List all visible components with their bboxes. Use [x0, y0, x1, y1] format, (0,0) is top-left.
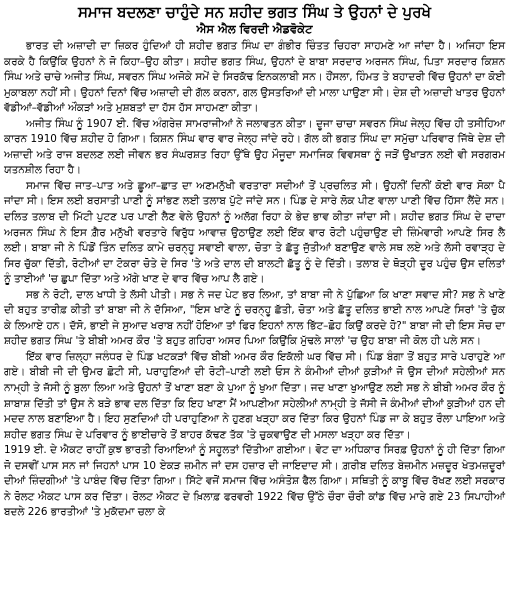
paragraph-5: ਇੱਕ ਵਾਰ ਜ਼ਿਲ੍ਹਾ ਜਲੰਧਰ ਦੇ ਪਿੰਡ ਖਟਕੜਾਂ ਵਿੱਚ ਬੀਬੀ ਅਮਰ ਕੌਰ ਇਕੱਲੀ ਘਰ ਵਿੱਚ ਸੀ। ਪਿੰਡ ਬੰਗਾ ਤੋਂ ਬਹੁਤ ਸਾਰੇ ਪਰਾਹੁਣੇ ਆ ਗਏ। ਬੀਬੀ ਜੀ ਦੀ ਉਮਰ ਛੋਟੀ ਸੀ, ਪਰਾਹੁਣਿਆਂ ਦੀ ਰੋਟੀ–ਪਾਣੀ ਲਈ ਓਸ ਨੇ ਕੰਮੀਆਂ ਦੀਆਂ ਕੁੜੀਆਂ ਜੋ ਉਸ ਦੀਆਂ ਸਹੇਲੀਆਂ ਸਨ ਨਾਮ੍ਹੀ ਤੇ ਜੱਸੀ ਨੂੰ ਬੁਲਾ ਲਿਆ ਅਤੇ ਉਹਨਾਂ ਤੋਂ ਖਾਣਾ ਬਣਾ ਕੇ ਪੁਆ ਨੂੰ ਖੁਆ ਦਿੱਤਾ। ਜਦ ਖਾਣਾ ਖੁਆਉਣ ਲਈ ਸਭ ਨੇ ਬੀਬੀ ਅਮਰ ਕੌਰ ਨੂੰ ਸ਼ਾਬਾਸ਼ ਦਿੱਤੀ ਤਾਂ ਉਸ ਨੇ ਬੜੇ ਭਾਵ ਦਲ ਦਿੱਤਾ ਕਿ ਇਹ ਖਾਣਾ ਮੈਂ ਆਪਣੀਆ ਸਹੇਲੀਆਂ ਨਾਮ੍ਹੀ ਤੇ ਜੱਸੀ ਜੋ ਕੰਮੀਆਂ ਦੀਆਂ ਕੁੜੀਆਂ ਹਨ ਦੀ ਮਦਦ ਨਾਲ ਬਣਾਇਆ ਹੈ। ਇਹ ਸੁਣਦਿਆਂ ਹੀ ਪਰਾਹੁਣਿਆ ਨੇ ਹੁਣਗ ਖੜ੍ਹਾ ਕਰ ਦਿੱਤਾ ਕਿਰ ਉਹਨਾਂ ਪਿੰਡ ਜਾ ਕੇ ਬਹੁਤ ਰੌਲਾ ਪਾਇਆ ਅਤੇ ਸ਼ਹੀਦ ਭਗਤ ਸਿੰਘ ਦੇ ਪਰਿਵਾਰ ਨੂੰ ਭਾਈਚਾਰੇ ਤੋਂ ਬਾਹਰ ਕੱਢਣ ਤੱਕ 'ਤੇ ਚੁਕਵਾਉਣ ਦੀ ਮਸਲਾ ਖੜ੍ਹਾ ਕਰ ਦਿੱਤਾ। [4, 350, 505, 441]
article-author: ਐਸ ਐਲ ਵਿਰਦੀ ਐਡਵੋਕੇਟ [196, 22, 313, 36]
paragraph-6: 1919 ਈ. ਦੇ ਐਕਟ ਰਾਹੀਂ ਕੁਝ ਭਾਰਤੀ ਰਿਆਇਆਂ ਨੂੰ ਸਹੂਲਤਾਂ ਦਿੱਤੀਆ ਗਈਆ। ਵੋਟ ਦਾ ਅਧਿਕਾਰ ਸਿਰਫ਼ ਉਹਨਾਂ ਨੂੰ ਹੀ ਦਿੱਤਾ ਗਿਆ ਜੋ ਦਸਵੀਂ ਪਾਸ ਸਨ ਜਾਂ ਜਿਹਨਾਂ ਪਾਸ 10 ਏਕੜ ਜ਼ਮੀਨ ਜਾਂ ਦਸ ਹਜ਼ਾਰ ਦੀ ਜਾਇਦਾਦ ਸੀ। ਗ਼ਰੀਬ ਦਲਿਤ ਬੇਜ਼ਮੀਨ ਮਜ਼ਦੂਰ ਖੇਤਮਜ਼ਦੂਰਾਂ ਦੀਆਂ ਜ਼ਿੰਦਗੀਆਂ 'ਤੇ ਪਾਬੰਦ ਵਿੱਚ ਦਿੱਤਾ ਗਿਆ। ਸਿੱਟੇ ਵਜੋਂ ਸਮਾਜ ਵਿੱਚ ਅਸੰਤੋਸ਼ ਫੈਲ ਗਿਆ। ਸਥਿਤੀ ਨੂੰ ਕਾਬੂ ਵਿੱਚ ਰੱਖਣ ਲਈ ਸਰਕਾਰ ਨੇ ਰੋਲਟ ਐਕਟ ਪਾਸ ਕਰ ਦਿੱਤਾ। ਰੋਲਟ ਐਕਟ ਦੇ ਖ਼ਿਲਾਫ਼ ਫਰਵਰੀ 1922 ਵਿੱਚ ਉੱਠੇ ਚੌਰਾ ਚੌਰੀ ਕਾਂਡ ਵਿੱਚ ਮਾਰੇ ਗਏ 23 ਸਿਪਾਹੀਆਂ ਬਦਲੇ 226 ਭਾਰਤੀਆਂ 'ਤੇ ਮੁਕੱਦਮਾ ਚਲਾ ਕੇ [4, 444, 505, 519]
article-body [4, 39, 505, 521]
paragraph-4: ਸਭ ਨੇ ਰੋਟੀ, ਦਾਲ ਖਾਧੀ ਤੇ ਲੱਸੀ ਪੀਤੀ। ਸਭ ਨੇ ਜਦ ਪੇਟ ਭਰ ਲਿਆ, ਤਾਂ ਬਾਬਾ ਜੀ ਨੇ ਪੁੱਛਿਆ ਕਿ ਖਾਣਾ ਸਵਾਦ ਸੀ? ਸਭ ਨੇ ਖਾਣੇ ਦੀ ਬਹੁਤ ਤਾਰੀਫ਼ ਕੀਤੀ ਤਾਂ ਬਾਬਾ ਜੀ ਨੇ ਦੱਸਿਆ, "ਇਸ ਖਾਣੇ ਨੂੰ ਚਰਨ੍ਹੂ ਛੱਤੀ, ਚੋਤਾ ਅਤੇ ਛੱਤੂ ਦਲਿਤ ਭਾਈ ਨਾਲ ਆਪਣੇ ਸਿਰਾਂ 'ਤੇ ਚੁੱਕ ਕੇ ਲਿਆਏ ਹਨ। ਦੱਸੋ, ਭਾਈ ਜੇ ਸੁਆਦ ਖਰਾਬ ਨਹੀਂ ਹੋਇਆ ਤਾਂ ਫਿਰ ਇਹਨਾਂ ਨਾਲ ਭਿੱਟ–ਛੋਹ ਕਿਉਂ ਕਰਦੇ ਹੋ?" ਬਾਬਾ ਜੀ ਦੀ ਇਸ ਸੋਚ ਦਾ ਸ਼ਹੀਦ ਭਗਤ ਸਿੰਘ 'ਤੇ ਬੀਬੀ ਅਮਰ ਕੌਰ 'ਤੇ ਬਹੁਤ ਗਹਿਰਾ ਅਸਰ ਪਿਆ ਕਿਉਂਕਿ ਮੁੱਢਲੇ ਸਾਲਾਂ 'ਚ ਉਹ ਬਾਬਾ ਜੀ ਕੋਲ ਹੀ ਪਲੇ ਸਨ। [4, 288, 505, 348]
paragraph-2: ਅਜੀਤ ਸਿੰਘ ਨੂੰ 1907 ਈ. ਵਿੱਚ ਅੰਗਰੇਜ਼ ਸਾਮਰਾਜੀਆਂ ਨੇ ਜਲਾਵਤਨ ਕੀਤਾ। ਦੂਜਾ ਚਾਚਾ ਸਵਰਨ ਸਿੰਘ ਜੇਲ੍ਹ ਵਿੱਚ ਹੀ ਤਸੀਹਿਆ ਕਾਰਨ 1910 ਵਿੱਚ ਸ਼ਹੀਦ ਹੋ ਗਿਆ। ਕਿਸ਼ਨ ਸਿੰਘ ਵਾਰ ਵਾਰ ਜੇਲ੍ਹ ਜਾਂਦੇ ਰਹੇ। ਗੱਲ ਕੀ ਭਗਤ ਸਿੰਘ ਦਾ ਸਮੁੱਚਾ ਪਰਿਵਾਰ ਜਿੱਥੇ ਦੇਸ਼ ਦੀ ਅਜ਼ਾਦੀ ਅਤੇ ਰਾਜ ਬਦਲਣ ਲਈ ਜੀਵਨ ਭਰ ਸੰਘਰਸ਼ਤ ਰਿਹਾ ਉੱਥੇ ਉਹ ਮੌਜੂਦਾ ਸਮਾਜਿਕ ਵਿਵਸਥਾ ਨੂੰ ਜੜੋਂ ਉਖਾੜਨ ਲਈ ਵੀ ਸਰਗਰਮ ਯਤਨਸ਼ੀਲ ਰਿਹਾ ਹੈ। [4, 117, 505, 177]
paragraph-1: ਭਾਰਤ ਦੀ ਅਜ਼ਾਦੀ ਦਾ ਜ਼ਿਕਰ ਹੁੰਦਿਆਂ ਹੀ ਸ਼ਹੀਦ ਭਗਤ ਸਿੰਘ ਦਾ ਗੰਭੀਰ ਚਿੰਤਤ ਚਿਹਰਾ ਸਾਹਮਣੇ ਆ ਜਾਂਦਾ ਹੈ। ਅਜਿਹਾ ਇਸ ਕਰਕੇ ਹੈ ਕਿਉਂਕਿ ਉਹਨਾਂ ਨੇ ਜੋ ਕਿਹਾ–ਉਹ ਕੀਤਾ। ਸ਼ਹੀਦ ਭਗਤ ਸਿੰਘ, ਉਹਨਾਂ ਦੇ ਬਾਬਾ ਸਰਦਾਰ ਅਰਜਨ ਸਿੰਘ, ਪਿਤਾ ਸਰਦਾਰ ਕਿਸ਼ਨ ਸਿੰਘ ਅਤੇ ਚਾਚੇ ਅਜੀਤ ਸਿੰਘ, ਸਵਰਨ ਸਿੰਘ ਅਜੋਕੇ ਸਮੇਂ ਦੇ ਸਿਰਕੱਢ ਇਨਕਲਾਬੀ ਸਨ। ਹੌਂਸਲਾ, ਹਿੰਮਤ ਤੇ ਬਹਾਦਰੀ ਵਿੱਚ ਉਹਨਾਂ ਦਾ ਕੋਈ ਮੁਕਾਬਲਾ ਨਹੀਂ ਸੀ। ਉਹਨਾਂ ਦਿਨਾਂ ਵਿੱਚ ਅਜ਼ਾਦੀ ਦੀ ਗੱਲ ਕਰਨਾ, ਗਲ ਉਸਤਰਿਆਂ ਦੀ ਮਾਲਾ ਪਾਉਣਾ ਸੀ। ਦੇਸ਼ ਦੀ ਅਜ਼ਾਦੀ ਖਾਤਰ ਉਹਨਾਂ ਵੱਡੀਆਂ–ਵੱਡੀਆਂ ਔਕੜਾਂ ਅਤੇ ਮੁਸ਼ਬਤਾਂ ਦਾ ਹੱਸ ਹੱਸ ਸਾਹਮਣਾ ਕੀਤਾ। [4, 40, 505, 115]
article-title: ਸਮਾਜ ਬਦਲਣਾ ਚਾਹੁੰਦੇ ਸਨ ਸ਼ਹੀਦ ਭਗਤ ਸਿੰਘ ਤੇ ਉਹਨਾਂ ਦੇ ਪੁਰਖੇ [77, 3, 432, 21]
paragraph-3: ਸਮਾਜ ਵਿੱਚ ਜਾਤ–ਪਾਤ ਅਤੇ ਛੂਆ–ਛਾਤ ਦਾ ਅਣਮਨੁੱਖੀ ਵਰਤਾਰਾ ਸਦੀਆਂ ਤੋਂ ਪ੍ਰਚਲਿਤ ਸੀ। ਉਹਨੀਂ ਦਿਨੀਂ ਕੋਈ ਵਾਰ ਸੋਕਾ ਪੈ ਜਾਂਦਾ ਸੀ। ਇਸ ਲਈ ਬਰਸਾਤੀ ਪਾਣੀ ਨੂੰ ਸਾਂਭਣ ਲਈ ਤਲਾਬ ਪੁੱਟੇ ਜਾਂਦੇ ਸਨ। ਪਿੰਡ ਦੇ ਸਾਰੇ ਲੋਕ ਪੀਣ ਵਾਲਾ ਪਾਣੀ ਵਿੱਚ ਹਿੱਸਾ ਲੈਂਦੇ ਸਨ। ਦਲਿਤ ਤਲਾਬ ਦੀ ਮਿੱਟੀ ਪੁਟਣ ਪਰ ਪਾਣੀ ਲੈਣ ਵੇਲੇ ਉਹਨਾਂ ਨੂੰ ਅਲੱਗ ਰਿਹਾ ਕੇ ਭੇਦ ਭਾਵ ਕੀਤਾ ਜਾਂਦਾ ਸੀ। ਸ਼ਹੀਦ ਭਗਤ ਸਿੰਘ ਦੇ ਦਾਦਾ ਅਰਜਨ ਸਿੰਘ ਨੇ ਇਸ ਗ਼ੈਰ ਮਨੁੱਖੀ ਵਰਤਾਰੇ ਵਿਰੁੱਧ ਆਵਾਜ਼ ਉਠਾਉਣ ਲਈ ਇੱਕ ਵਾਰ ਰੋਟੀ ਪਹੁੰਚਾਉਣ ਦੀ ਜ਼ਿੰਮੇਵਾਰੀ ਆਪਣੇ ਸਿਰ ਲੈ ਲਈ। ਬਾਬਾ ਜੀ ਨੇ ਪਿੰਡੋਂ ਤਿੰਨ ਦਲਿਤ ਕਾਮੇ ਚਰਨ੍ਹੂ ਸਵਾਈ ਵਾਲਾ, ਚੋਤਾ ਤੇ ਛੱਤੂ ਜੁੱਤੀਆਂ ਬਣਾਉਣ ਵਾਲੇ ਸਥ ਲਏ ਅਤੇ ਲੱਸੀ ਰਵਾੜ੍ਹ ਦੇ ਸਿਰ ਚੁੱਕਾ ਦਿੱਤੀ, ਰੋਟੀਆਂ ਦਾ ਟੋਕਰਾ ਚੋਤੇ ਦੇ ਸਿਰ 'ਤੇ ਅਤੇ ਦਾਲ ਦੀ ਬਾਲਟੀ ਛੱਤੂ ਨੂੰ ਦੇ ਦਿੱਤੀ। ਤਲਾਬ ਦੇ ਥੋੜ੍ਹੀ ਦੂਰ ਪਹੁੰਚ ਉਸ ਦਲਿਤਾਂ ਨੂੰ ਤਾਈਆਂ 'ਚ ਛੁਪਾ ਦਿੱਤਾ ਅਤੇ ਅੱਗੇ ਖਾਣ ਦੇ ਵਾਰ ਵਿੱਚ ਆਪ ਲੈ ਗਏ। [4, 179, 505, 286]
